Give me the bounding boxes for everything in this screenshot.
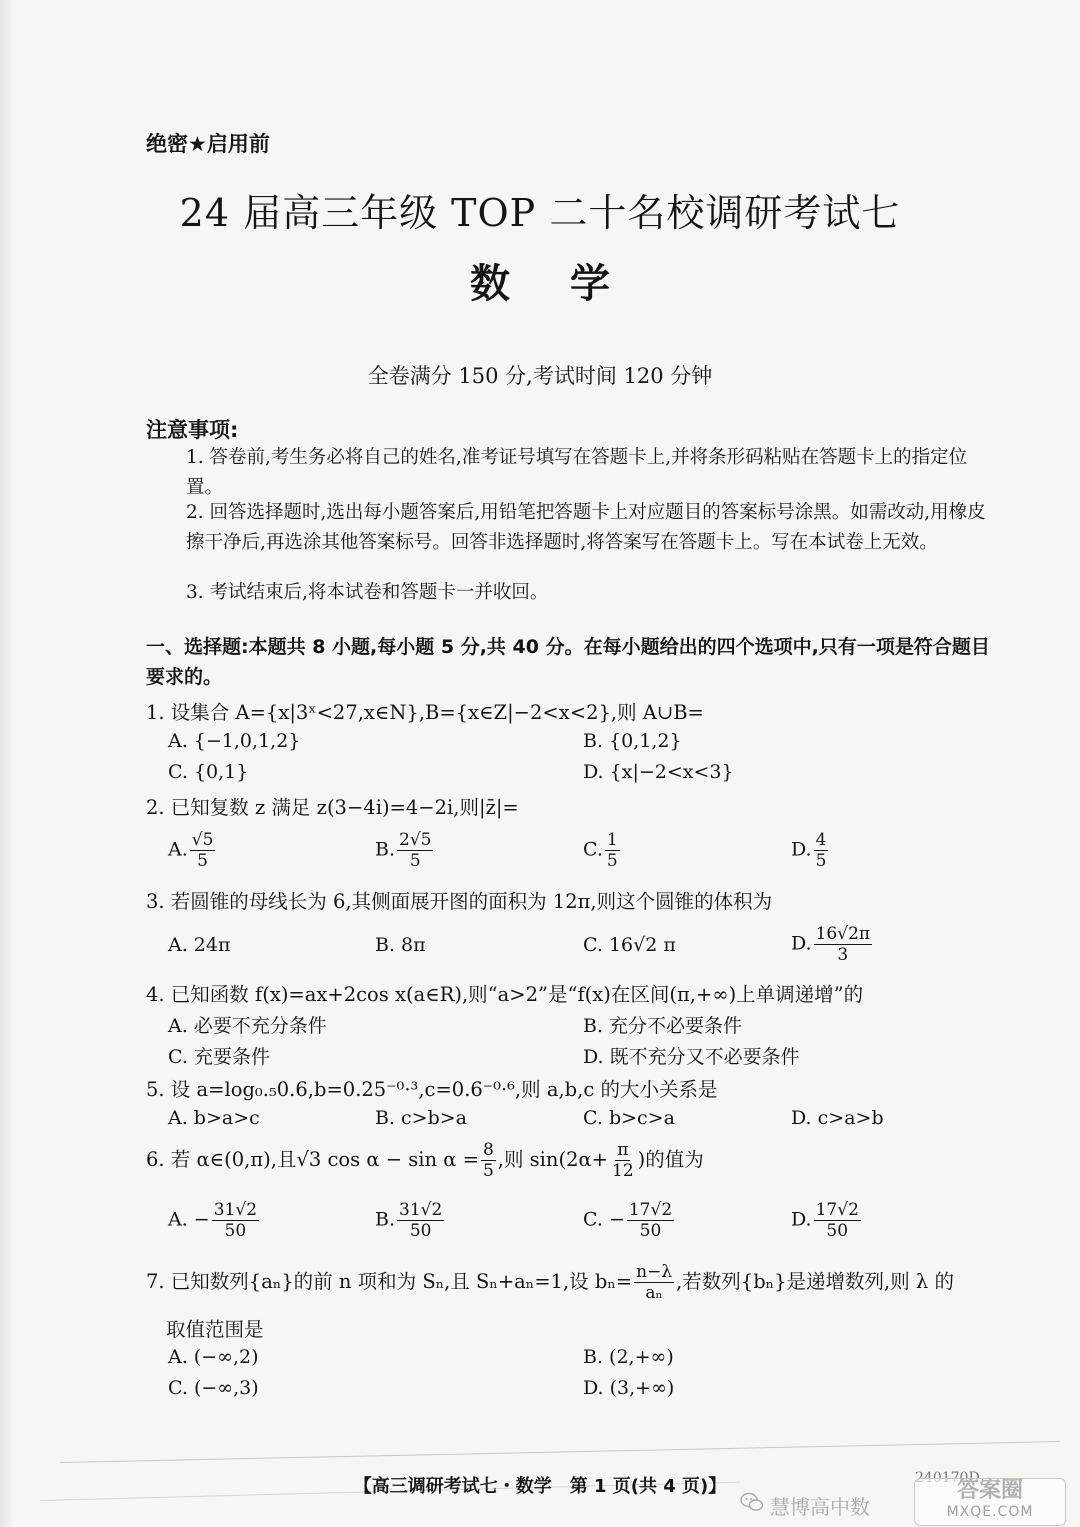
notice-item-2: 2. 回答选择题时,选出每小题答案后,用铅笔把答题卡上对应题目的答案标号涂黑。如需改动,用橡皮擦干净后,再选涂其他答案标号。回答非选择题时,将答案写在答题卡上。写在本试卷上无效。 [186,502,986,553]
watermark-logo-title: 答案圈 [956,1478,1023,1503]
fraction-denominator: 5 [482,1161,494,1181]
notice-item-1: 1. 答卷前,考生务必将自己的姓名,准考证号填写在答题卡上,并将条形码粘贴在答题卡上的指定位置。 [186,447,968,498]
question-3-option-c: C. 16√2 π [583,934,676,956]
fraction-denominator: 50 [826,1221,849,1241]
question-7-stem [146,1262,954,1303]
fraction-denominator: 50 [224,1221,247,1241]
fraction-numerator: 4 [815,830,827,850]
fraction-denominator: 5 [815,851,827,871]
page-footer: 【高三调研考试七・数学 第 1 页(共 4 页)】 [353,1476,727,1497]
watermark-account: 慧博高中数 [770,1495,870,1519]
fraction-numerator: n−λ [636,1262,673,1282]
question-7-stem-line2: 取值范围是 [166,1318,264,1341]
question-4-option-c: C. 充要条件 [168,1046,270,1068]
option-label: D. [791,1208,812,1231]
fraction-numerator: 16√2π [815,924,871,944]
option-label: D. [791,838,812,861]
fraction [212,1200,259,1241]
question-3-option-b: B. 8π [375,934,426,956]
fraction-denominator: 5 [409,851,421,871]
fraction-numerator: 1 [606,830,618,850]
question-1-option-a: A. {−1,0,1,2} [168,730,301,752]
watermark-logo-url: MXQE.COM [946,1504,1034,1520]
option-label: A. [168,838,188,861]
question-1-stem: 1. 设集合 A={x|3ˣ<27,x∈N},B={x∈Z|−2<x<2},则 A∪B= [146,701,704,724]
stem-text: 6. 若 α∈(0,π),且√3 cos α − sin α = [146,1148,479,1171]
option-label: B. [375,838,396,861]
question-3-stem: 3. 若圆锥的母线长为 6,其侧面展开图的面积为 12π,则这个圆锥的体积为 [146,890,773,913]
question-7-option-a: A. (−∞,2) [168,1346,259,1368]
question-5-option-a: A. b>a>c [168,1107,260,1129]
question-5-option-b: B. c>b>a [375,1107,468,1129]
secret-mark: 绝密★启用前 [146,132,270,156]
fraction [610,1140,636,1181]
question-2-option-d [791,830,830,871]
question-7-option-c: C. (−∞,3) [168,1377,259,1399]
wechat-icon [740,1492,764,1512]
stem-text: ,若数列{bₙ}是递增数列,则 λ 的 [676,1270,954,1293]
question-1-option-d: D. {x|−2<x<3} [583,761,734,783]
stem-text: )的值为 [637,1148,704,1171]
question-1-option-c: C. {0,1} [168,761,249,783]
section-heading: 一、选择题:本题共 8 小题,每小题 5 分,共 40 分。在每小题给出的四个选项中,只有一项是符合题目要求的。 [146,636,990,688]
question-6-option-b [375,1200,446,1241]
stem-text: ,则 sin(2α+ [497,1148,609,1171]
fraction-denominator: 50 [639,1221,662,1241]
option-label: C. [583,838,603,861]
question-6-option-a [168,1200,261,1241]
fraction [814,924,872,965]
subject-title: 数学 [470,261,670,307]
question-2-option-a [168,830,217,871]
question-1-option-b: B. {0,1,2} [583,730,682,752]
watermark-logo [914,1478,1066,1526]
question-7-option-b: B. (2,+∞) [583,1346,674,1368]
question-6-option-d [791,1200,863,1241]
question-7-option-d: D. (3,+∞) [583,1377,675,1399]
notice-heading: 注意事项: [146,418,239,442]
fraction-numerator: 17√2 [815,1200,859,1220]
fraction-numerator: 31√2 [399,1200,443,1220]
fraction-denominator: 3 [837,945,849,965]
question-5-option-d: D. c>a>b [791,1107,884,1129]
question-2-stem: 2. 已知复数 z 满足 z(3−4i)=4−2i,则|z̄|= [146,796,519,819]
question-4-option-b: B. 充分不必要条件 [583,1015,743,1037]
question-4-option-a: A. 必要不充分条件 [168,1015,327,1037]
fraction-numerator: √5 [191,830,214,850]
question-2-option-c [583,830,622,871]
fraction [814,1200,861,1241]
question-2-option-b [375,830,435,871]
option-label: A. − [168,1208,210,1231]
fraction [397,1200,444,1241]
question-6-stem [146,1140,704,1181]
option-label: B. [375,1208,396,1231]
exam-info: 全卷满分 150 分,考试时间 120 分钟 [367,364,713,388]
fraction-numerator: 17√2 [628,1200,673,1220]
option-label: D. [791,932,812,955]
fraction-numerator: 2√5 [399,830,432,850]
question-3-option-d [791,924,874,965]
fraction [190,830,216,871]
fraction-numerator: 31√2 [213,1200,258,1220]
exam-title: 24 届高三年级 TOP 二十名校调研考试七 [179,191,901,235]
question-4-option-d: D. 既不充分又不必要条件 [583,1046,800,1068]
fraction [634,1262,674,1303]
question-6-option-c [583,1200,676,1241]
fraction [397,830,433,871]
fraction-denominator: 5 [197,851,208,871]
fraction-denominator: 50 [409,1221,432,1241]
stem-text: 7. 已知数列{aₙ}的前 n 项和为 Sₙ,且 Sₙ+aₙ=1,设 bₙ= [146,1270,633,1293]
question-5-option-c: C. b>c>a [583,1107,675,1129]
fraction [605,830,620,871]
fraction-denominator: 12 [612,1161,634,1181]
fraction [627,1200,674,1241]
fraction [814,830,829,871]
notice-item-3: 3. 考试结束后,将本试卷和答题卡一并收回。 [186,582,549,603]
option-label: C. − [583,1208,625,1231]
fraction [481,1140,496,1181]
fraction-denominator: aₙ [645,1283,663,1303]
fraction-denominator: 5 [606,851,618,871]
question-3-option-a: A. 24π [168,934,231,956]
question-4-stem: 4. 已知函数 f(x)=ax+2cos x(a∈R),则“a>2”是“f(x)在区间(π,+∞)上单调递增”的 [146,983,864,1006]
fraction-numerator: 8 [482,1140,494,1160]
fraction-numerator: π [617,1140,629,1160]
question-5-stem: 5. 设 a=log₀.₅0.6,b=0.25⁻⁰·³,c=0.6⁻⁰·⁶,则 a,b,c 的大小关系是 [146,1078,718,1101]
scan-line [60,1441,1060,1463]
